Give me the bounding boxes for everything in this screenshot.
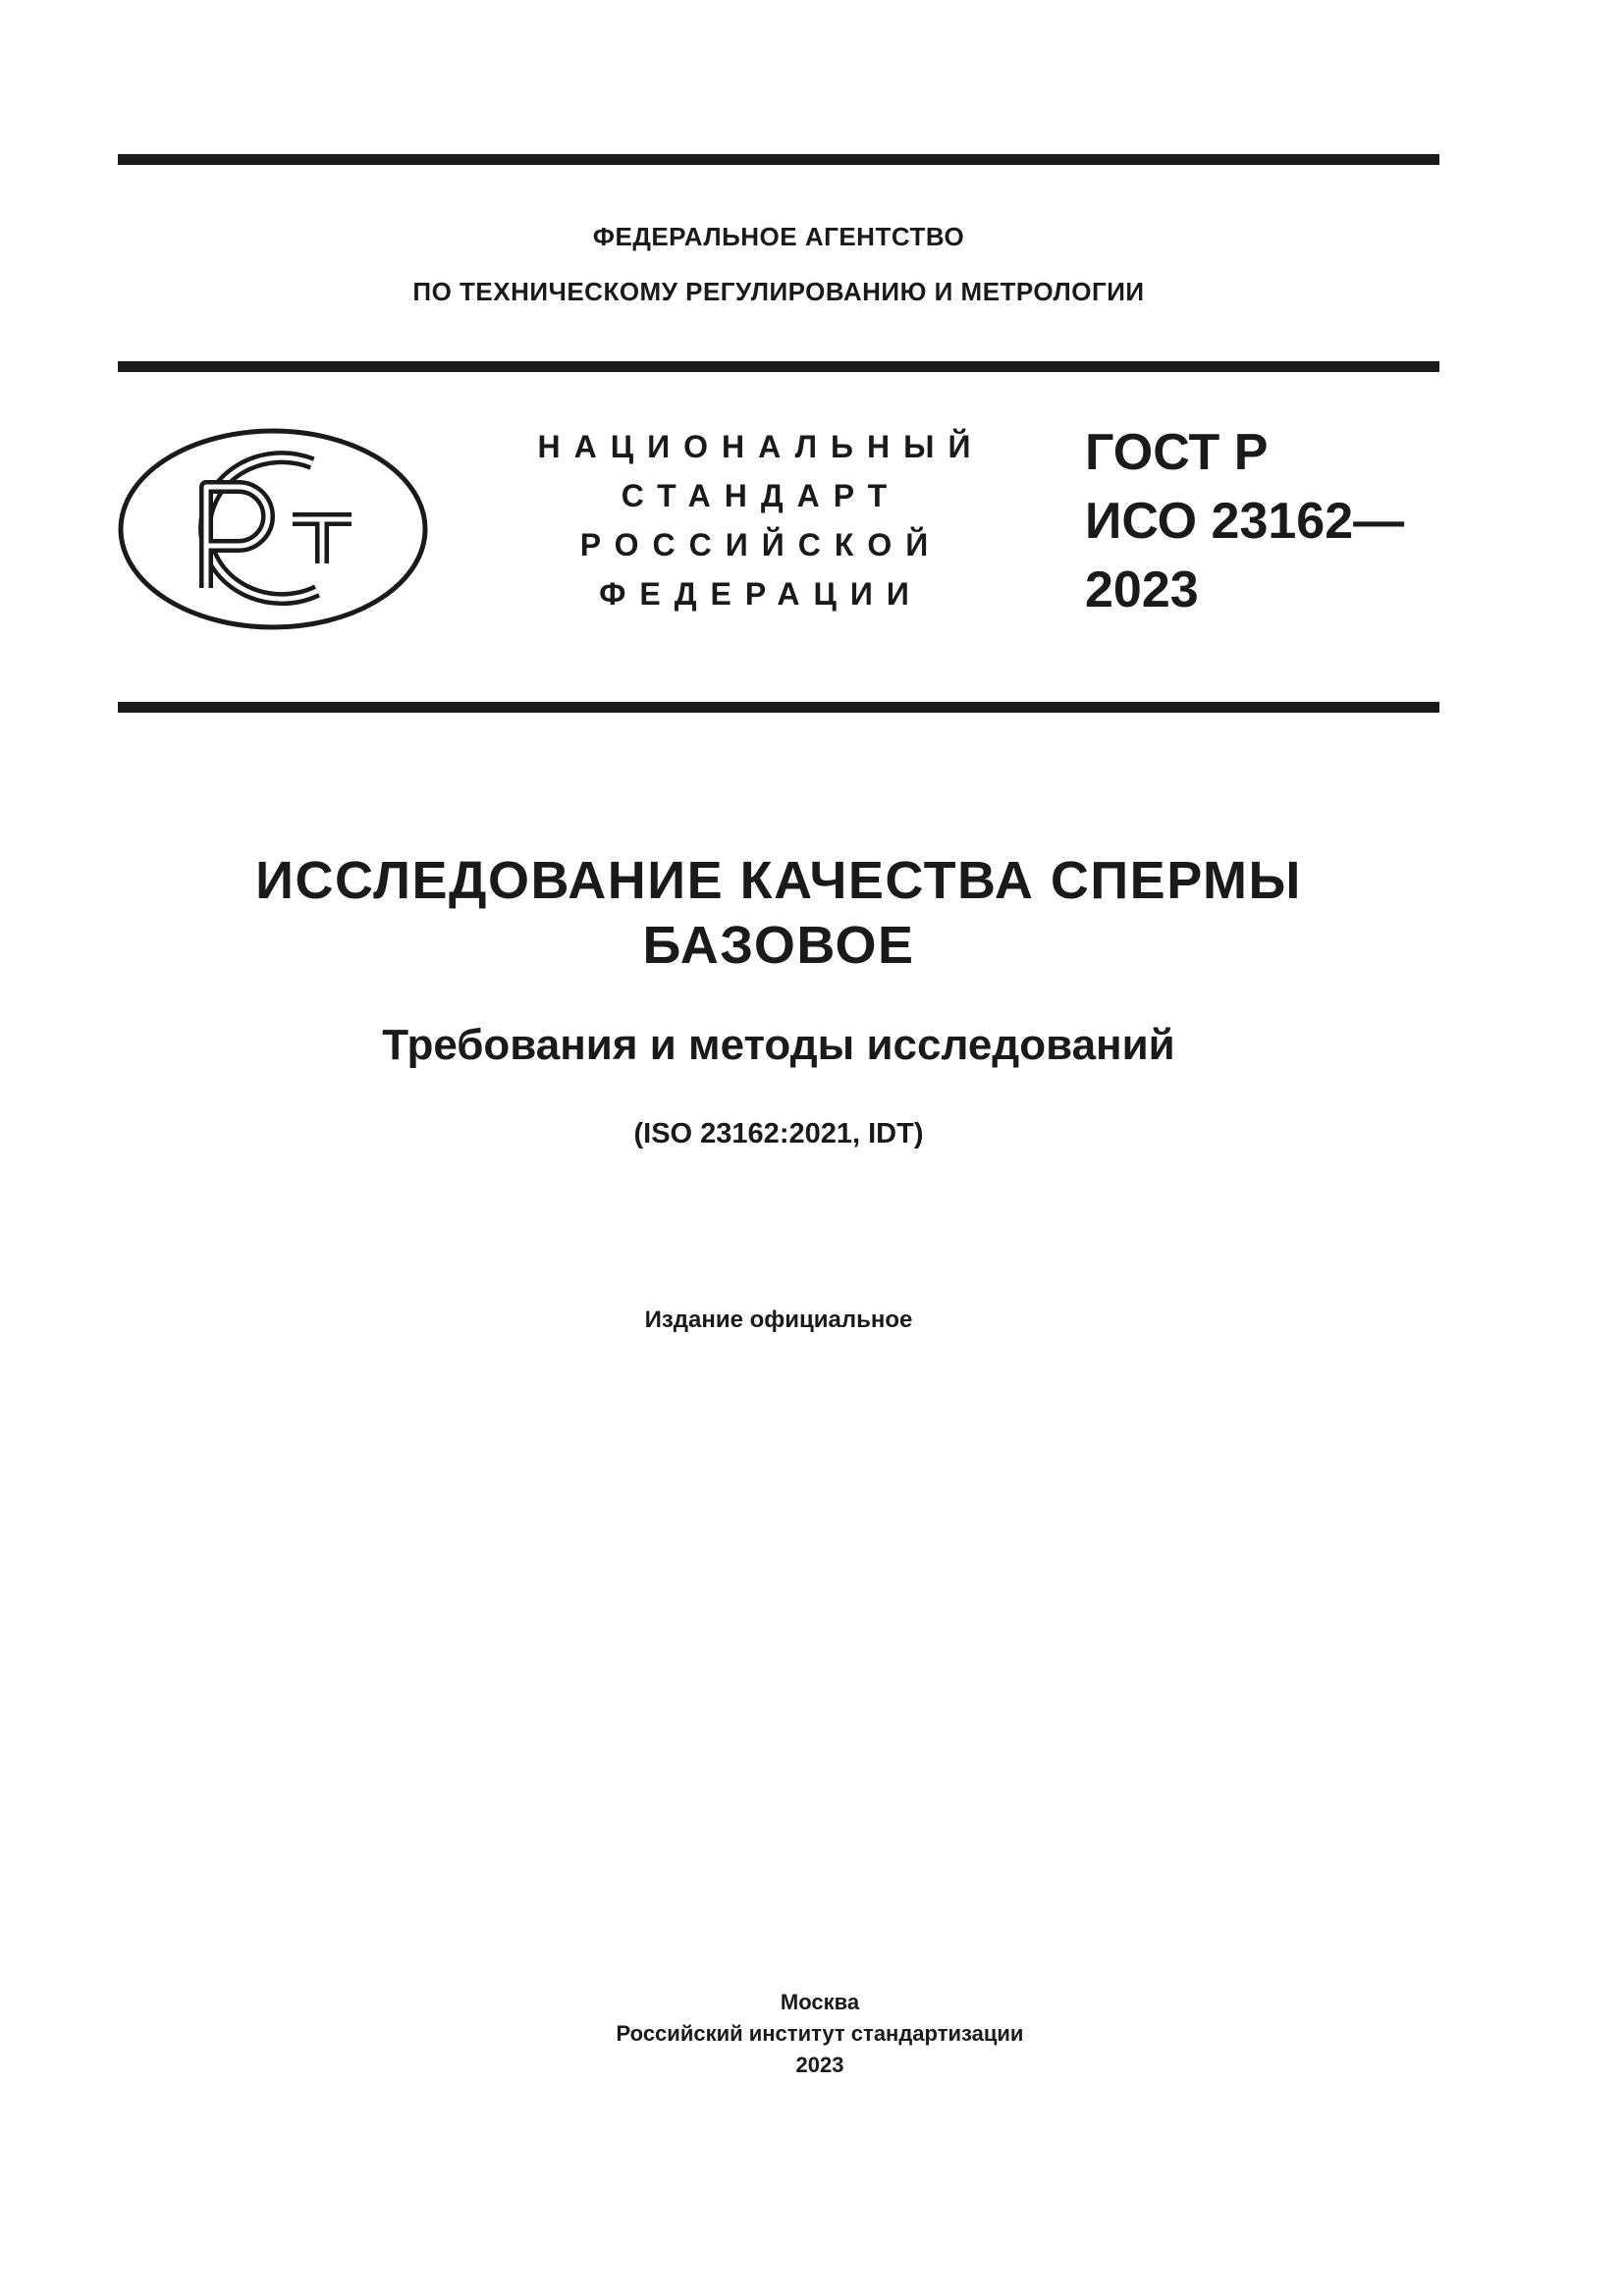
rst-certification-mark-icon [116,426,430,632]
agency-name-line-2: ПО ТЕХНИЧЕСКОМУ РЕГУЛИРОВАНИЮ И МЕТРОЛОГИИ [412,277,1145,306]
designation-line-1: ГОСТ Р [1085,424,1269,481]
imprint-year: 2023 [795,2053,844,2077]
designation-bottom-rule [118,702,1439,713]
title-line-1: ИССЛЕДОВАНИЕ КАЧЕСТВА СПЕРМЫ [255,851,1302,910]
imprint-publisher: Российский институт стандартизации [616,2021,1024,2046]
iso-reference: (ISO 23162:2021, IDT) [633,1118,924,1149]
header-bottom-rule [118,361,1439,372]
standard-type-line-1: НАЦИОНАЛЬНЫЙ [537,429,985,464]
standard-type-line-4: ФЕДЕРАЦИИ [599,576,923,612]
designation-line-3: 2023 [1085,561,1199,618]
standard-type-line-2: СТАНДАРТ [621,478,901,513]
title-line-2: БАЗОВОЕ [642,916,915,975]
edition-note: Издание официальное [644,1307,913,1333]
agency-name-line-1: ФЕДЕРАЛЬНОЕ АГЕНТСТВО [592,222,965,251]
standard-designation [1085,418,1438,624]
imprint [118,1987,1522,2081]
top-rule [118,154,1439,165]
imprint-city: Москва [780,1990,860,2014]
standard-type-line-3: РОССИЙСКОЙ [579,527,943,562]
document-title [118,848,1439,978]
document-subtitle: Требования и методы исследований [382,1021,1175,1069]
standard-type-block [530,422,992,618]
designation-line-2: ИСО 23162— [1085,493,1405,550]
